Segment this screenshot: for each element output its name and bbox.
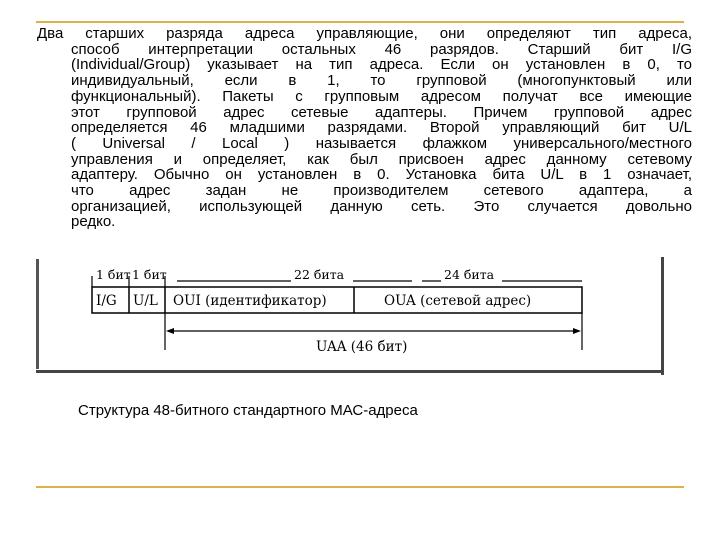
paragraph-line: индивидуальный, если в 1, то групповой (многопунктовый или <box>71 72 692 90</box>
diagram-svg <box>36 255 664 375</box>
arrow-right-icon <box>573 328 581 334</box>
paragraph-line: управления и определяет, как был присвоен адрес данному сетевому <box>71 150 692 168</box>
width-label-oua: 24 бита <box>444 267 495 282</box>
uaa-label: UAA (46 бит) <box>316 339 408 355</box>
paragraph-line: организацией, использующей данную сеть. Это случается довольно <box>71 197 692 215</box>
paragraph-line: (Individual/Group) указывает на тип адреса. Если он установлен в 0, то <box>71 56 692 74</box>
paragraph-line: адаптеру. Обычно он установлен в 0. Установка бита U/L в 1 означает, <box>71 166 692 184</box>
paragraph-line: что адрес задан не производителем сетевого адаптера, а <box>71 182 692 200</box>
paragraph-line: определяется 46 младшими разрядами. Второй управляющий бит U/L <box>71 119 692 137</box>
mac-address-diagram <box>36 255 664 375</box>
paragraph-line: функциональный). Пакеты с групповым адресом получат все имеющие <box>71 87 692 105</box>
field-oui: OUI (идентификатор) <box>173 293 327 309</box>
bottom-divider <box>36 486 684 488</box>
top-divider <box>36 21 684 23</box>
paragraph-line: способ интерпретации остальных 46 разрядов. Старший бит I/G <box>71 40 692 58</box>
field-ul: U/L <box>133 293 158 309</box>
paragraph-line: Два старших разряда адреса управляющие, они определяют тип адреса, <box>37 25 692 42</box>
field-oua: OUA (сетевой адрес) <box>384 293 532 309</box>
width-label-ig: 1 бит <box>96 267 131 282</box>
arrow-left-icon <box>166 328 174 334</box>
width-label-ul: 1 бит <box>132 267 167 282</box>
width-label-oui: 22 бита <box>294 267 345 282</box>
figure-caption: Структура 48-битного стандартного МАС-адреса <box>78 402 418 419</box>
paragraph-line: этот групповой адрес сетевые адаптеры. Причем групповой адрес <box>71 103 692 121</box>
paragraph-line: редко. <box>71 213 116 231</box>
body-paragraph <box>37 26 692 230</box>
paragraph-line: ( Universal / Local ) называется флажком универсального/местного <box>71 134 692 152</box>
field-ig: I/G <box>96 293 117 309</box>
